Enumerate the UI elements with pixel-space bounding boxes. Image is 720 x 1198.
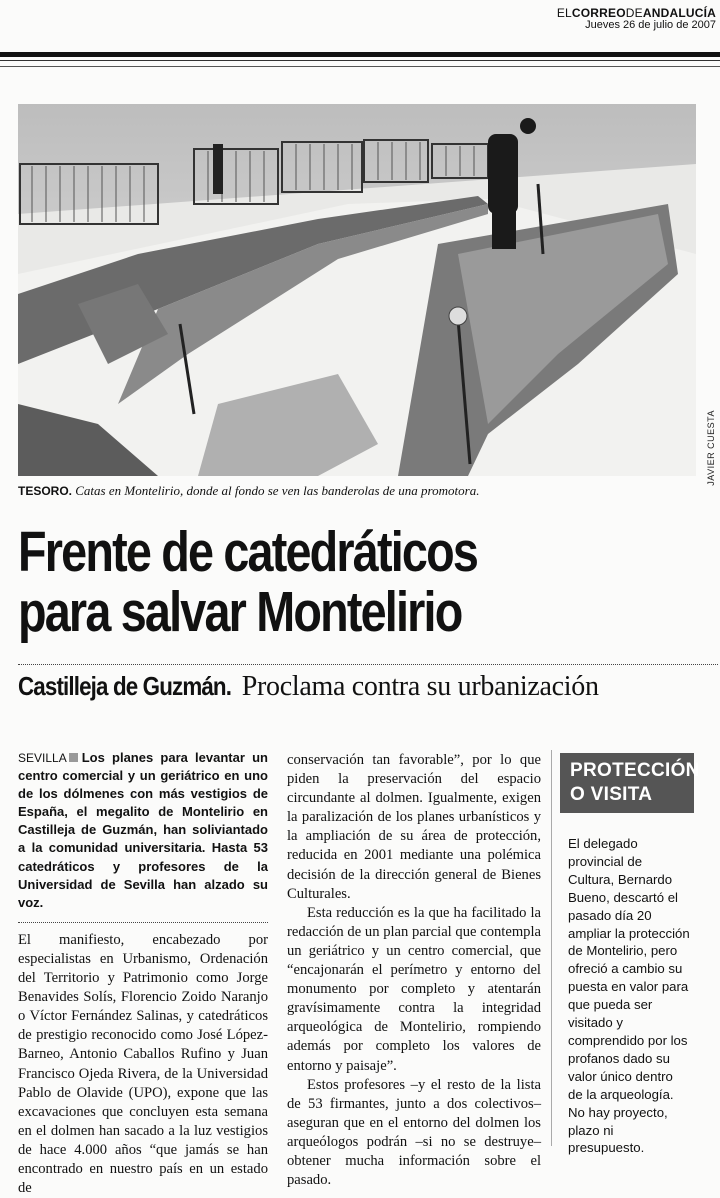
header-rule-thin-2 xyxy=(0,66,720,67)
subhead-place: Castilleja de Guzmán. xyxy=(18,671,232,701)
dateline-square-icon xyxy=(69,753,78,762)
masthead xyxy=(557,6,716,31)
headline xyxy=(18,522,584,642)
photo-credit: JAVIER CUESTA xyxy=(706,410,716,486)
caption-text: Catas en Montelirio, donde al fondo se ven las banderolas de una promotora. xyxy=(75,483,480,498)
subhead-description: Proclama contra su urbanización xyxy=(241,671,599,702)
lede-divider xyxy=(18,922,268,923)
article-paragraph-3: Esta reducción es la que ha facilitado la redacción de un plan parcial que contempla un geriátrico y un centro comercial, que “encajonarán el perímetro y entorno del monumento por completo y atentarán gravísimamente contra la integridad arqueológica de Montelirio, rompiendo además por completo los valores de entorno y paisaje”. xyxy=(287,904,541,1074)
sidebar-body: El delegado provincial de Cultura, Bernardo Bueno, descartó el pasado día 20 ampliar la protección de Montelirio, pero ofreció a cambio su puesta en valor para que pueda ser visitado y comprendido por los profanos dado su valor único dentro de la arqueología. No hay proyecto, plazo ni presupuesto. xyxy=(568,836,690,1156)
excavation-photo xyxy=(18,104,696,476)
issue-date: Jueves 26 de julio de 2007 xyxy=(585,19,716,31)
article-lede xyxy=(18,749,268,912)
header-rule-thin xyxy=(0,60,720,61)
headline-divider xyxy=(18,664,718,665)
excavation-illustration xyxy=(18,104,696,476)
article-paragraph-4: Estos profesores –y el resto de la lista de 53 firmantes, junto a dos colectivos– aseguran que en el entorno del dolmen los arqueólogos podrán –si no se destruye– obtener mucha información sobre el pasado. xyxy=(287,1076,541,1189)
article-paragraph-2: conservación tan favorable”, por lo que piden la preservación del espacio circundante al dolmen. Igualmente, exigen la paralización de los planes urbanísticos y la ampliación de su área de protección, reducida en 2001 mediante una polémica decisión de la dirección general de Bienes Culturales. xyxy=(287,752,541,902)
photo-caption xyxy=(18,483,708,499)
caption-lead: TESORO. xyxy=(18,484,73,498)
header-rule-thick xyxy=(0,52,720,57)
lede-text: Los planes para levantar un centro comercial y un geriátrico en uno de los dólmenes con más vestigios de España, el megalito de Montelirio en Castilleja de Guzmán, han soliviantado a la comunidad universitaria. Hasta 53 catedráticos y profesores de la Universidad de Sevilla han alzado su voz. xyxy=(18,750,268,910)
sidebar-box xyxy=(560,753,700,1157)
sidebar-divider xyxy=(551,750,552,1146)
sidebar-title-line-2: O VISITA xyxy=(570,784,653,805)
subheadline xyxy=(18,671,718,703)
headline-line-1: Frente de catedráticos xyxy=(18,520,478,584)
article-column-2 xyxy=(287,751,541,1190)
article-column-1 xyxy=(18,749,268,1198)
headline-line-2: para salvar Montelirio xyxy=(18,580,462,644)
sidebar-title xyxy=(560,753,700,813)
sidebar-title-line-1: PROTECCIÓN xyxy=(570,760,700,781)
article-paragraph-1: El manifiesto, encabezado por especialistas en Urbanismo, Ordenación del Territorio y Patrimonio como Jorge Benavides Solís, Florencio Zoido Naranjo o Víctor Fernández Salinas, y catedráticos de prestigio reconocido como José López-Barneo, Antonio Caballos Rufino y Juan Francisco Ojeda Rivera, de la Universidad Pablo de Olavide (UPO), expone que las excavaciones que concluyen esta semana en el dolmen han sacado a la luz vestigios de hace 4.000 años “que jamás se han encontrado en nuestro país en un estado de xyxy=(18,931,268,1197)
newspaper-brand: ELCORREODEANDALUCÍA xyxy=(556,6,716,20)
dateline-city: SEVILLA xyxy=(18,751,67,765)
